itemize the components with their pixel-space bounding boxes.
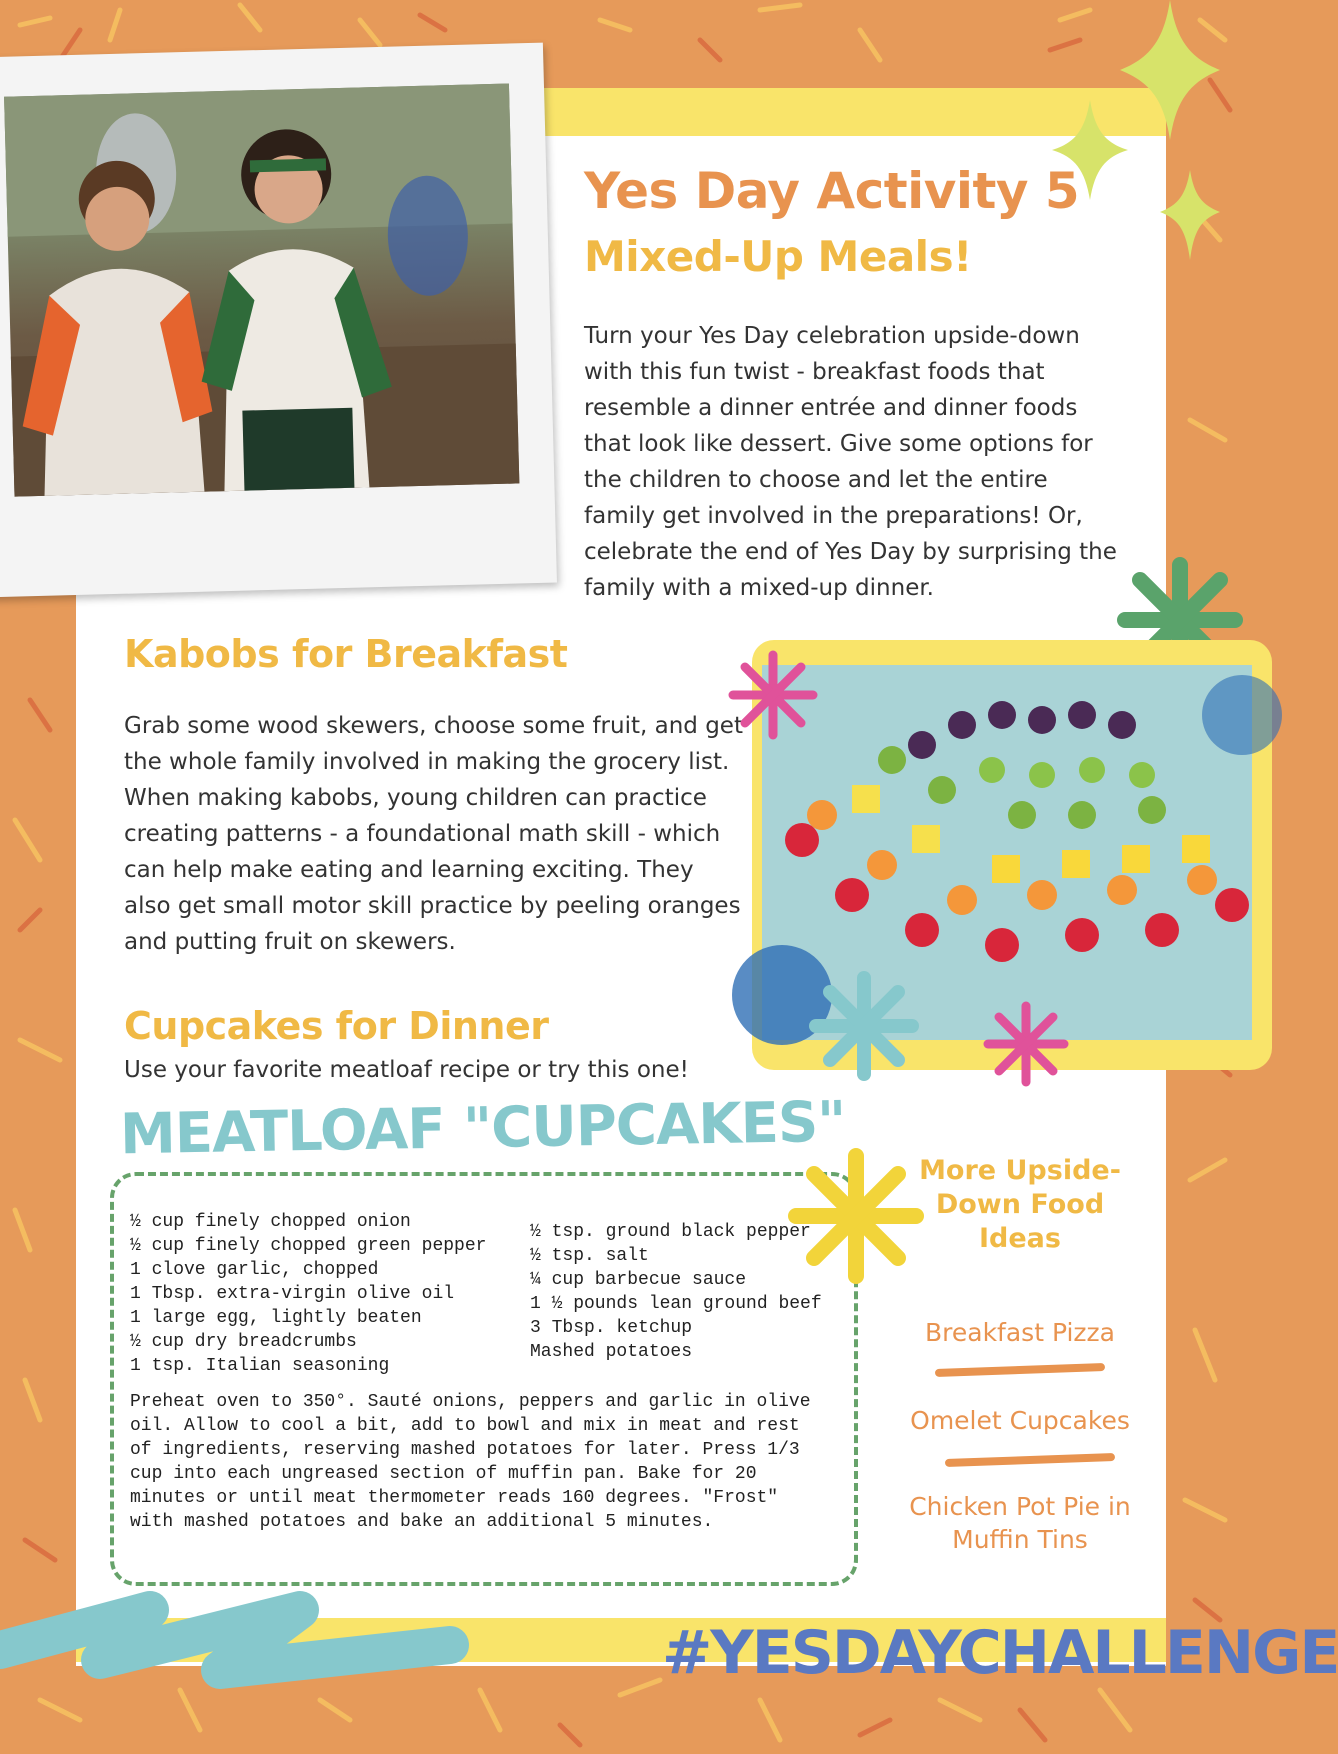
- ingredient-item: 3 Tbsp. ketchup: [530, 1318, 693, 1338]
- teal-star-icon: [808, 970, 920, 1082]
- ingredient-item: ¼ cup barbecue sauce: [530, 1270, 747, 1290]
- ingredients-left: [130, 1210, 486, 1378]
- ingredient-item: ½ cup finely chopped onion: [130, 1212, 411, 1232]
- ingredient-item: 1 large egg, lightly beaten: [130, 1308, 422, 1328]
- idea-item: Omelet Cupcakes: [910, 1406, 1130, 1435]
- hashtag: #YESDAYCHALLENGE: [662, 1618, 1338, 1688]
- ingredient-item: Mashed potatoes: [530, 1342, 693, 1362]
- page-title: Yes Day Activity 5: [584, 162, 1080, 220]
- ingredient-item: 1 tsp. Italian seasoning: [130, 1356, 390, 1376]
- pink-star-icon: [728, 650, 818, 740]
- ingredient-item: 1 Tbsp. extra-virgin olive oil: [130, 1284, 455, 1304]
- ingredient-item: ½ cup finely chopped green pepper: [130, 1236, 487, 1256]
- kabobs-paragraph: Grab some wood skewers, choose some fruit, and get the whole family involved in making the grocery list. When making kabobs, young children can practice creating patterns - a foundational math skill - which can help make eating and learning exciting. They also get small motor skill practice by peeling oranges and putting fruit on skewers.: [124, 713, 743, 955]
- ingredient-item: 1 clove garlic, chopped: [130, 1260, 379, 1280]
- recipe-title: MEATLOAF "CUPCAKES": [119, 1089, 846, 1168]
- kids-photo: [4, 84, 519, 497]
- sparkle-icons: [1060, 0, 1240, 270]
- polaroid-photo: [0, 43, 557, 598]
- ingredient-item: 1 ½ pounds lean ground beef: [530, 1294, 822, 1314]
- cupcakes-paragraph: Use your favorite meatloaf recipe or try this one!: [124, 1057, 689, 1083]
- recipe-method: Preheat oven to 350°. Sauté onions, peppers and garlic in olive oil. Allow to cool a bit, add to bowl and mix in meat and rest of ingredients, reserving mashed potatoes for later. Press 1/3 cup into each ungreased section of muffin pan. Bake for 20 minutes or until meat thermometer reads 160 degrees. "Frost" with mashed potatoes and bake an additional 5 minutes.: [130, 1392, 811, 1532]
- ingredients-right: [530, 1220, 822, 1364]
- kabobs-heading: Kabobs for Breakfast: [124, 632, 568, 676]
- cupcakes-heading: Cupcakes for Dinner: [124, 1004, 549, 1048]
- ingredient-item: ½ tsp. salt: [530, 1246, 649, 1266]
- brush-stroke-decoration: [0, 1590, 470, 1700]
- intro-paragraph: Turn your Yes Day celebration upside-down with this fun twist - breakfast foods that resemble a dinner entrée and dinner foods that look like dessert. Give some options for the children to choose and let the entire family get involved in the preparations! Or, celebrate the end of Yes Day by surprising the family with a mixed-up dinner.: [584, 323, 1117, 601]
- page-subtitle: Mixed-Up Meals!: [584, 232, 972, 281]
- idea-item: Chicken Pot Pie in Muffin Tins: [909, 1492, 1131, 1554]
- idea-item: Breakfast Pizza: [925, 1318, 1115, 1347]
- ingredient-item: ½ cup dry breadcrumbs: [130, 1332, 357, 1352]
- more-ideas-heading: More Upside-Down Food Ideas: [919, 1155, 1121, 1254]
- pink-star-small-icon: [982, 1000, 1070, 1088]
- ingredient-item: ½ tsp. ground black pepper: [530, 1222, 811, 1242]
